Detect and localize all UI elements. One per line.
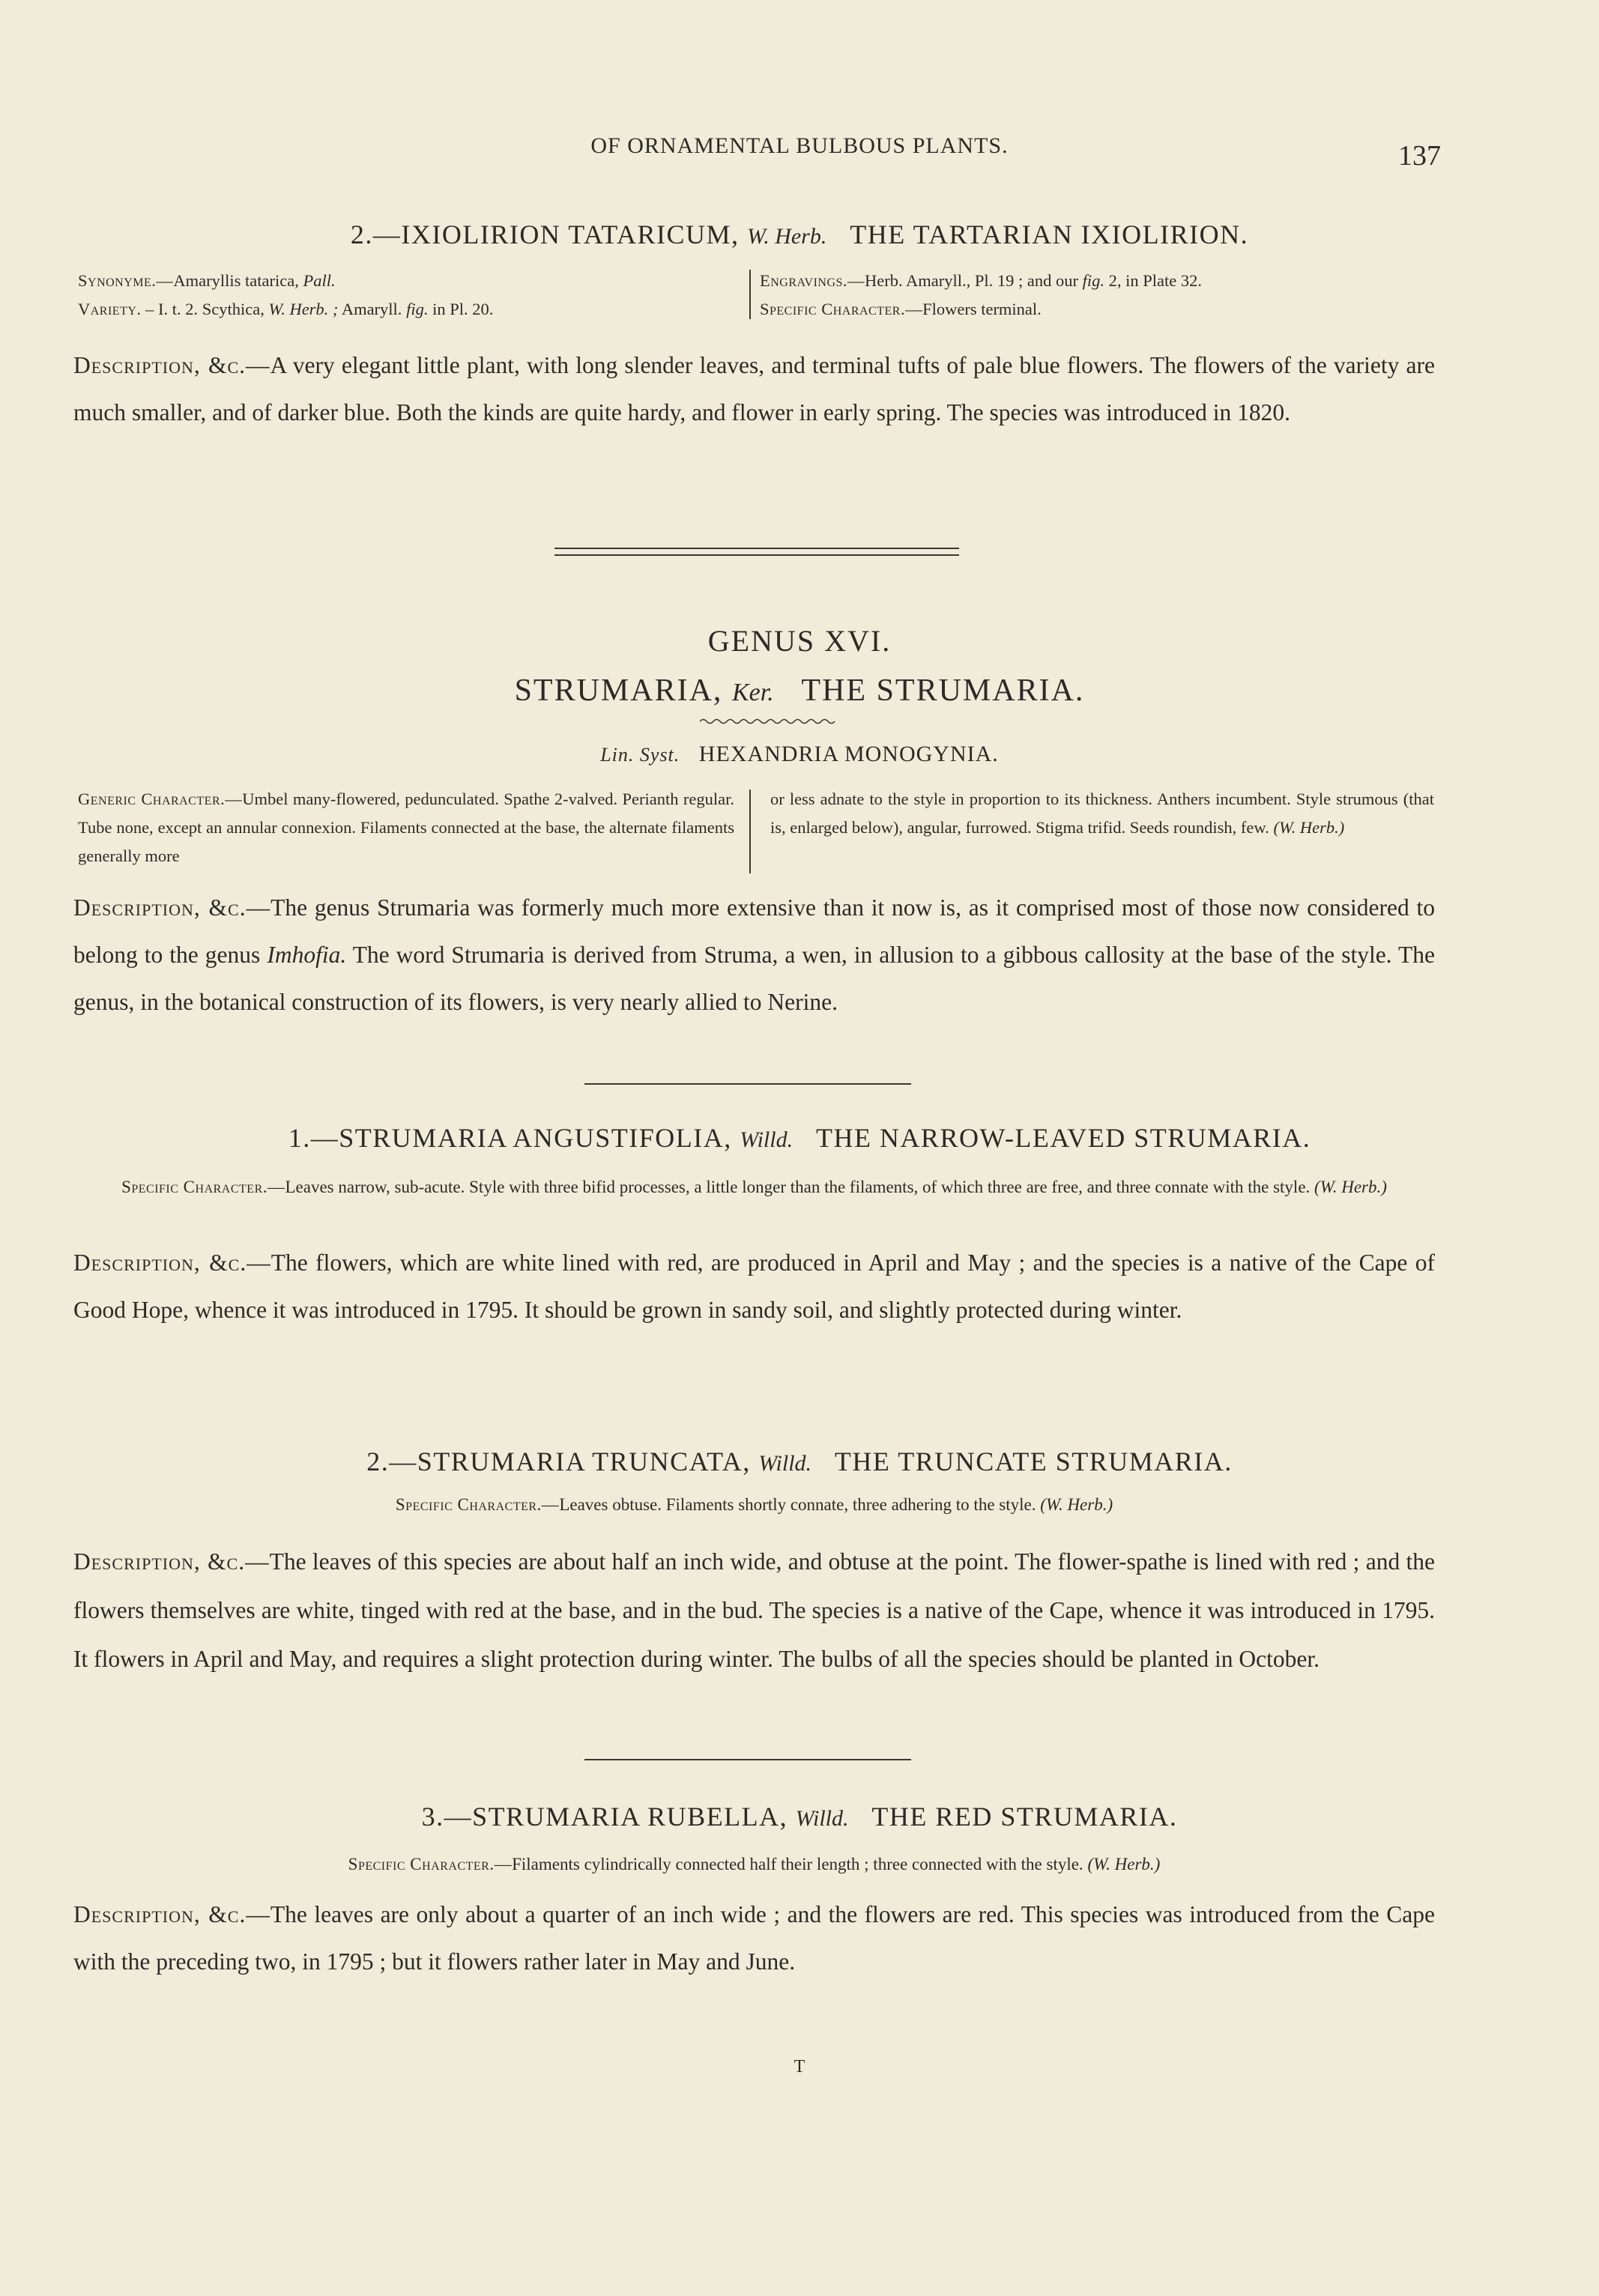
genus-heading: GENUS XVI.: [707, 624, 892, 658]
species-name: 2.—STRUMARIA TRUNCATA,: [366, 1447, 751, 1476]
angustifolia-description: Description, &c.—The flowers, which are white lined with red, are produced in April and May ; and the species is a native of the Cape of Good Hope, whence it was introduced in 1795. It should be grown in sandy soil, and slightly protected during winter.: [73, 1250, 1435, 1323]
angustifolia-title: [0, 1122, 1599, 1154]
linnaean-system: Lin. Syst. HEXANDRIA MONOGYNIA.: [600, 742, 999, 766]
rubella-description: Description, &c.—The leaves are only about a quarter of an inch wide ; and the flowers are red. This species was introduced from the Cape with the preceding two, in 1795 ; but it flowers rather later in May and June.: [73, 1901, 1435, 1975]
engravings-line: Engravings.—Herb. Amaryll., Pl. 19 ; and our fig. 2, in Plate 32.: [760, 271, 1203, 290]
section-rule: [584, 1083, 911, 1085]
generic-character-left: Generic Character.—Umbel many-flowered, pedunculated. Spathe 2-valved. Perianth regular. Tube none, except an annular connexion. Filaments connected at the base, the alternate filaments generally more: [78, 790, 734, 865]
common-name: THE RED STRUMARIA.: [871, 1802, 1178, 1832]
double-rule-bottom: [554, 554, 959, 556]
specific-character-line: Specific Character.—Flowers terminal.: [760, 300, 1042, 318]
section-rule: [584, 1759, 911, 1760]
angustifolia-specific-character: Specific Character.—Leaves narrow, sub-acute. Style with three bifid processes, a little longer than the filaments, of which three are free, and three connate with the style. (W. Herb.): [121, 1178, 1387, 1196]
rubella-specific-character: Specific Character.—Filaments cylindrically connected half their length ; three connected with the style. (W. Herb.): [348, 1855, 1161, 1874]
species-name: 3.—STRUMARIA RUBELLA,: [421, 1802, 788, 1832]
species-author: Willd.: [795, 1806, 849, 1831]
page-number: 137: [1398, 140, 1441, 172]
genus-description: Description, &c.—The genus Strumaria was formerly much more extensive than it now is, as it comprised most of those now considered to belong to the genus Imhofia. The word Strumaria is derived from Struma, a wen, in allusion to a gibbous callosity at the base of the style. The genus, in the botanical construction of its flowers, is very nearly allied to Nerine.: [73, 894, 1436, 1015]
species-author: Willd.: [740, 1127, 794, 1152]
species-name: 1.—STRUMARIA ANGUSTIFOLIA,: [288, 1123, 732, 1153]
genus-common-name: THE STRUMARIA.: [801, 673, 1085, 708]
genus-title: [0, 673, 1599, 709]
truncata-title: [0, 1446, 1599, 1477]
ixiolirion-title: [0, 219, 1599, 250]
common-name: THE NARROW-LEAVED STRUMARIA.: [815, 1123, 1311, 1153]
common-name: THE TRUNCATE STRUMARIA.: [834, 1447, 1233, 1476]
genus-author: Ker.: [731, 679, 774, 706]
synonyme-line: Synonyme.—Amaryllis tatarica, Pall.: [78, 271, 336, 290]
signature-mark: T: [794, 2057, 805, 2077]
variety-line: Variety. – I. t. 2. Scythica, W. Herb. ; Amaryll. fig. in Pl. 20.: [78, 300, 494, 318]
wavy-ornament: [700, 718, 839, 725]
truncata-specific-character: Specific Character.—Leaves obtuse. Filaments shortly connate, three adhering to the style. (W. Herb.): [395, 1495, 1113, 1514]
common-name: THE TARTARIAN IXIOLIRION.: [850, 219, 1249, 249]
double-rule-top: [554, 548, 959, 549]
running-head: OF ORNAMENTAL BULBOUS PLANTS.: [590, 133, 1009, 158]
ixiolirion-description: Description, &c.—A very elegant little plant, with long slender leaves, and terminal tufts of pale blue flowers. The flowers of the variety are much smaller, and of darker blue. Both the kinds are quite hardy, and flower in early spring. The species was introduced in 1820.: [73, 352, 1435, 425]
species-name: 2.—IXIOLIRION TATARICUM,: [350, 219, 740, 249]
species-author: Willd.: [758, 1451, 812, 1476]
column-divider: [749, 790, 751, 873]
column-divider: [749, 270, 751, 319]
generic-character-right: or less adnate to the style in proportion to its thickness. Anthers incumbent. Style strumous (that is, enlarged below), angular, furrowed. Stigma trifid. Seeds roundish, few. (W. Herb.): [770, 790, 1434, 837]
truncata-description: Description, &c.—The leaves of this species are about half an inch wide, and obtuse at the point. The flower-spathe is lined with red ; and the flowers themselves are white, tinged with red at the base, and in the bud. The species is a native of the Cape, whence it was introduced in 1795. It flowers in April and May, and requires a slight protection during winter. The bulbs of all the species should be planted in October.: [73, 1548, 1435, 1672]
genus-name: STRUMARIA,: [514, 673, 723, 708]
species-author: W. Herb.: [746, 224, 827, 249]
rubella-title: [0, 1801, 1599, 1832]
